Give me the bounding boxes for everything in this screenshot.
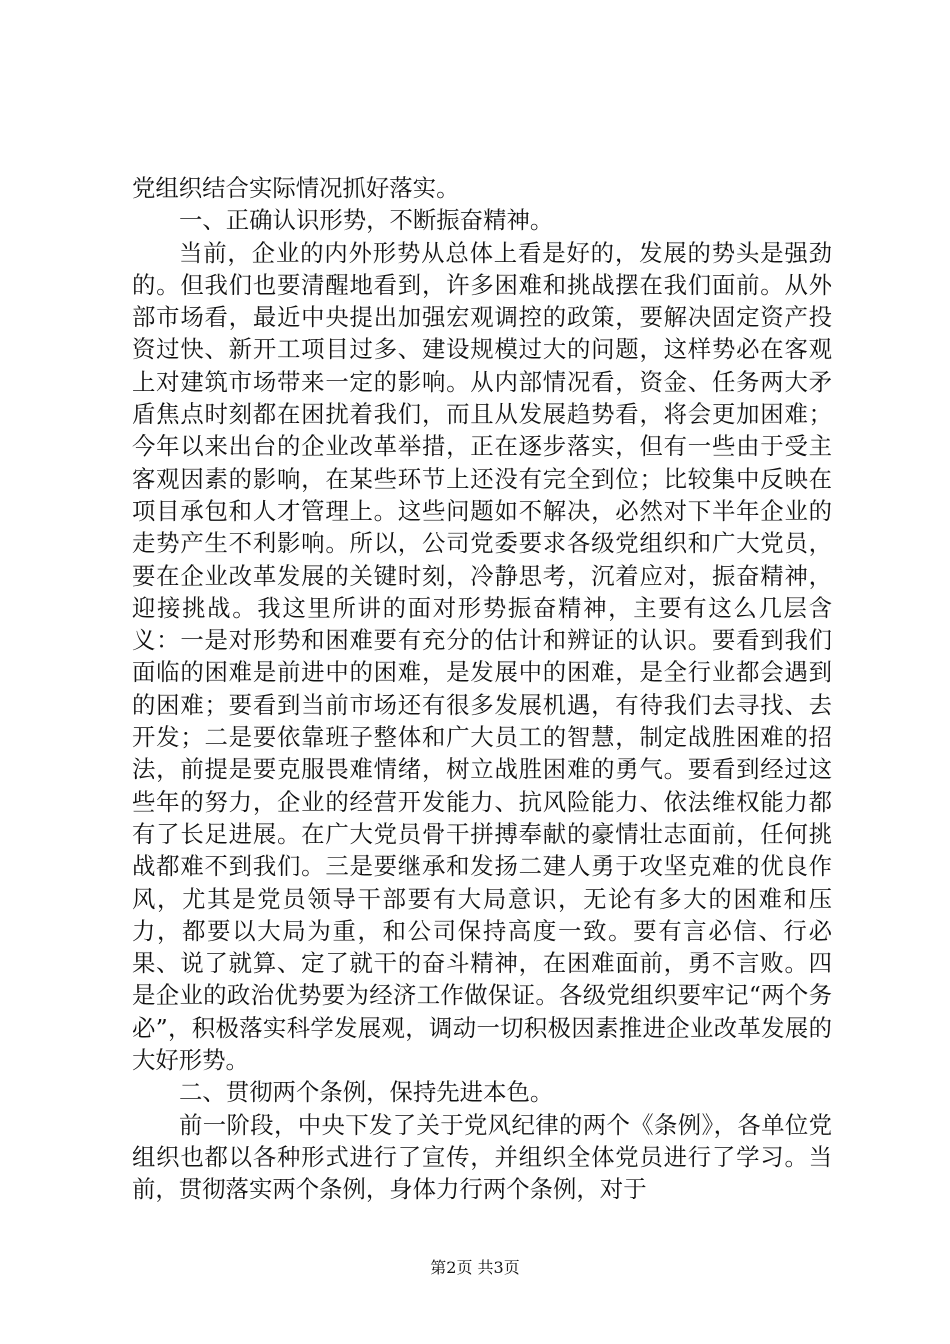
page-number-label: 第2页 共3页 [430, 1258, 520, 1277]
paragraph-body-2: 前一阶段，中央下发了关于党风纪律的两个《条例》，各单位党组织也都以各种形式进行了宣传，并组织全体党员进行了学习。当前，贯彻落实两个条例，身体力行两个条例，对于 [132, 1110, 832, 1204]
document-body [132, 172, 832, 1206]
page-footer [0, 1258, 950, 1278]
paragraph-body-1: 当前，企业的内外形势从总体上看是好的，发展的势头是强劲的。但我们也要清醒地看到，许多困难和挑战摆在我们面前。从外部市场看，最近中央提出加强宏观调控的政策，要解决固定资产投资过快、新开工项目过多、建设规模过大的问题，这样势必在客观上对建筑市场带来一定的影响。从内部情况看，资金、任务两大矛盾焦点时刻都在困扰着我们，而且从发展趋势看，将会更加困难；今年以来出台的企业改革举措，正在逐步落实，但有一些由于受主客观因素的影响，在某些环节上还没有完全到位；比较集中反映在项目承包和人才管理上。这些问题如不解决，必然对下半年企业的走势产生不利影响。所以，公司党委要求各级党组织和广大党员，要在企业改革发展的关键时刻，冷静思考，沉着应对，振奋精神，迎接挑战。我这里所讲的面对形势振奋精神，主要有这么几层含义：一是对形势和困难要有充分的估计和辨证的认识。要看到我们面临的困难是前进中的困难，是发展中的困难，是全行业都会遇到的困难；要看到当前市场还有很多发展机遇，有待我们去寻找、去开发；二是要依靠班子整体和广大员工的智慧，制定战胜困难的招法，前提是要克服畏难情绪，树立战胜困难的勇气。要看到经过这些年的努力，企业的经营开发能力、抗风险能力、依法维权能力都有了长足进展。在广大党员骨干拼搏奉献的豪情壮志面前，任何挑战都难不到我们。三是要继承和发扬二建人勇于攻坚克难的优良作风，尤其是党员领导干部要有大局意识，无论有多大的困难和压力，都要以大局为重，和公司保持高度一致。要有言必信、行必果、说了就算、定了就干的奋斗精神，在困难面前，勇不言败。四是企业的政治优势要为经济工作做保证。各级党组织要牢记“两个务必”，积极落实科学发展观，调动一切积极因素推进企业改革发展的大好形势。 [132, 238, 832, 1075]
paragraph-continuation: 党组织结合实际情况抓好落实。 [132, 174, 460, 202]
section-heading-2: 二、贯彻两个条例，保持先进本色。 [179, 1078, 554, 1107]
section-heading-1: 一、正确认识形势，不断振奋精神。 [179, 206, 554, 235]
